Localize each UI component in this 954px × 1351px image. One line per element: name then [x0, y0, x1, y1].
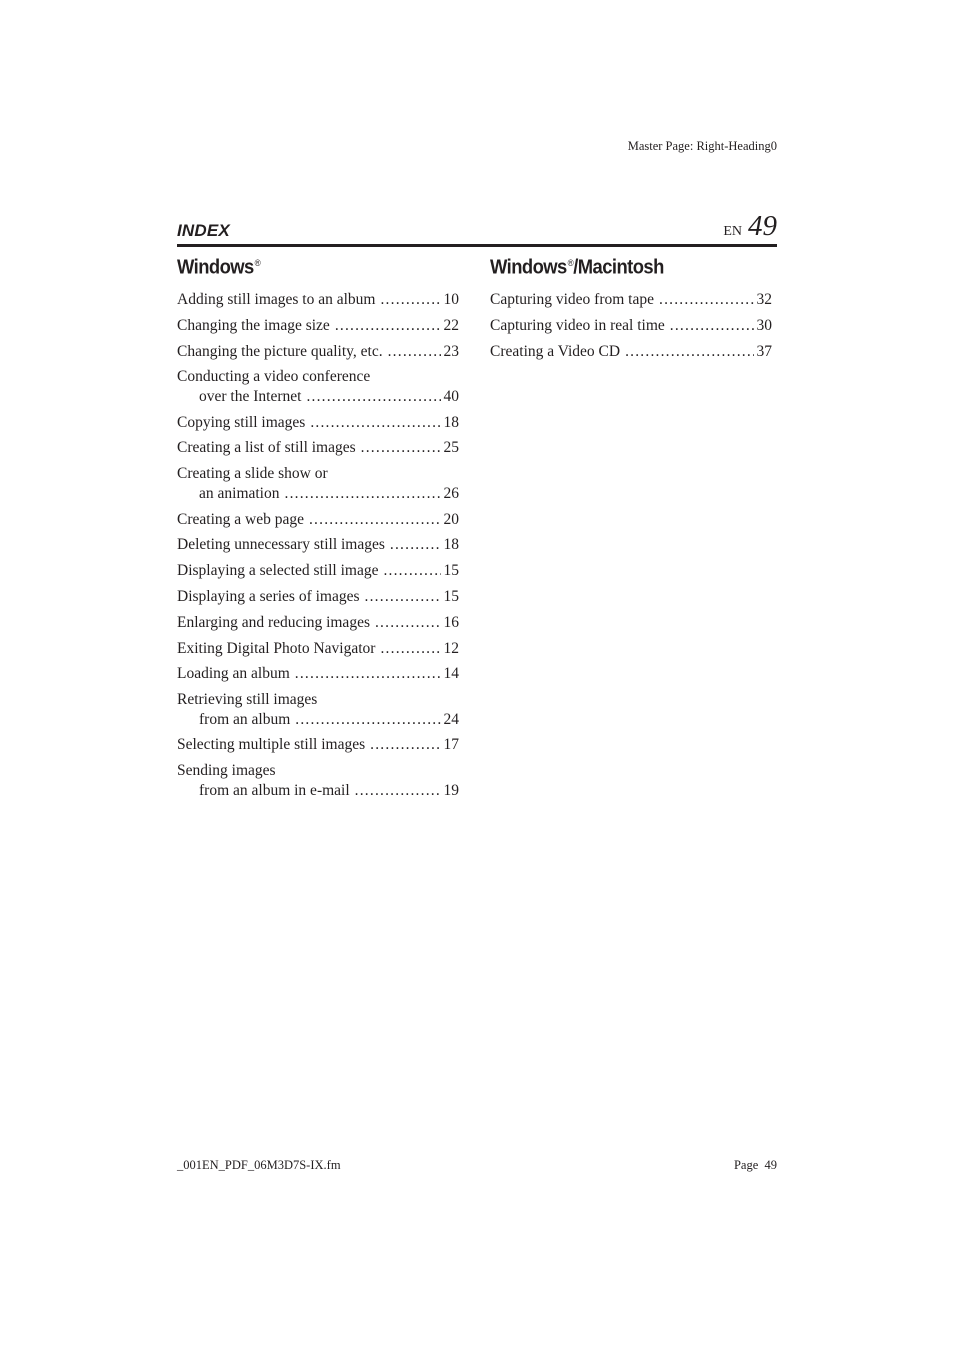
index-entry-page: 19	[443, 781, 459, 799]
index-entry-label-continued: from an album	[199, 710, 291, 728]
index-entry	[177, 613, 459, 633]
dot-leader	[390, 535, 441, 555]
footer-filename: _001EN_PDF_06M3D7S-IX.fm	[177, 1158, 341, 1172]
registered-mark: ®	[254, 258, 261, 268]
index-entry-label: Selecting multiple still images	[177, 736, 366, 754]
index-entry	[177, 316, 459, 336]
index-entry-page: 14	[443, 665, 459, 683]
index-entry-page: 40	[443, 387, 459, 405]
index-entry	[490, 316, 772, 336]
dot-leader	[380, 639, 440, 659]
index-entry-page: 30	[756, 316, 772, 334]
dot-leader	[625, 342, 753, 362]
index-entry	[177, 587, 459, 607]
section-heading-windows-macintosh: Windows®/Macintosh	[490, 256, 664, 279]
language-code: EN	[723, 224, 742, 239]
index-entry-label: Capturing video in real time	[490, 316, 665, 334]
dot-leader	[380, 290, 440, 310]
dot-leader	[370, 735, 440, 755]
index-entry-label: Loading an album	[177, 665, 290, 683]
index-entry-page: 12	[443, 639, 459, 657]
footer-page: Page 49	[733, 1158, 777, 1172]
index-entry-label: Exiting Digital Photo Navigator	[177, 639, 376, 657]
index-entry-label: Creating a web page	[177, 510, 304, 528]
dot-leader	[659, 290, 754, 310]
index-title: INDEX	[177, 221, 230, 240]
page-number: 49	[748, 210, 777, 242]
index-entry	[177, 535, 459, 555]
index-entry	[490, 342, 772, 362]
index-entry	[177, 464, 459, 503]
index-entry-label: Changing the picture quality, etc.	[177, 342, 383, 360]
dot-leader	[310, 413, 440, 433]
index-entry-page: 23	[443, 342, 459, 360]
windows-mac-index-column	[490, 248, 772, 367]
index-entry	[177, 761, 459, 800]
index-entry-page: 17	[443, 736, 459, 754]
index-entry	[177, 290, 459, 310]
index-entry	[177, 438, 459, 458]
index-entry-label-continued: from an album in e-mail	[199, 781, 350, 799]
dot-leader	[670, 316, 754, 336]
index-entry	[177, 342, 459, 362]
dot-leader	[309, 510, 441, 530]
dot-leader	[388, 342, 441, 362]
index-entry	[177, 561, 459, 581]
index-entry	[177, 413, 459, 433]
dot-leader	[335, 316, 441, 336]
index-entry-page: 10	[443, 291, 459, 308]
index-entry-label: Retrieving still images	[177, 691, 318, 709]
index-entry-page: 18	[443, 536, 459, 554]
dot-leader	[361, 438, 441, 458]
windows-entry-list	[177, 290, 459, 800]
index-entry-label: Sending images	[177, 762, 276, 780]
index-entry-page: 22	[443, 316, 459, 334]
index-entry-label: Creating a slide show or	[177, 465, 328, 483]
windows-mac-entry-list	[490, 290, 772, 361]
index-entry-label-continued: over the Internet	[199, 387, 302, 405]
index-entry-label-continued: an animation	[199, 484, 280, 502]
index-entry-page: 20	[443, 510, 459, 528]
index-entry-label: Adding still images to an album	[177, 291, 376, 308]
section-heading-windows: Windows®	[177, 256, 261, 279]
index-entry-page: 25	[443, 439, 459, 457]
windows-index-column	[177, 248, 459, 807]
index-entry-label: Enlarging and reducing images	[177, 613, 370, 631]
master-page-label: Master Page: Right-Heading0	[627, 139, 777, 153]
index-entry-page: 37	[756, 342, 772, 360]
index-entry-label: Capturing video from tape	[490, 291, 654, 308]
dot-leader	[355, 781, 441, 801]
index-entry-page: 24	[443, 710, 459, 728]
registered-mark: ®	[567, 258, 574, 268]
dot-leader	[306, 387, 440, 407]
index-entry-page: 15	[443, 562, 459, 580]
page-number-block	[723, 210, 777, 243]
index-entry	[177, 664, 459, 684]
index-entry-label: Copying still images	[177, 413, 306, 431]
index-entry	[490, 290, 772, 310]
dot-leader	[295, 710, 440, 730]
dot-leader	[383, 561, 440, 581]
index-entry-page: 32	[756, 291, 772, 308]
index-entry	[177, 639, 459, 659]
dot-leader	[375, 613, 441, 633]
page-header	[177, 206, 777, 247]
index-entry-label: Creating a Video CD	[490, 342, 621, 360]
dot-leader	[295, 664, 441, 684]
dot-leader	[285, 484, 441, 504]
index-entry-label: Deleting unnecessary still images	[177, 536, 385, 554]
index-entry-page: 15	[443, 587, 459, 605]
index-entry	[177, 735, 459, 755]
index-entry-label: Conducting a video conference	[177, 368, 371, 386]
index-entry-page: 16	[443, 613, 459, 631]
index-entry-label: Changing the image size	[177, 316, 330, 334]
index-entry-page: 26	[443, 484, 459, 502]
index-entry-page: 18	[443, 413, 459, 431]
index-entry	[177, 690, 459, 729]
index-entry-label: Displaying a selected still image	[177, 562, 379, 580]
index-entry-label: Creating a list of still images	[177, 439, 356, 457]
index-entry	[177, 367, 459, 406]
index-entry	[177, 510, 459, 530]
dot-leader	[365, 587, 441, 607]
index-entry-label: Displaying a series of images	[177, 587, 360, 605]
